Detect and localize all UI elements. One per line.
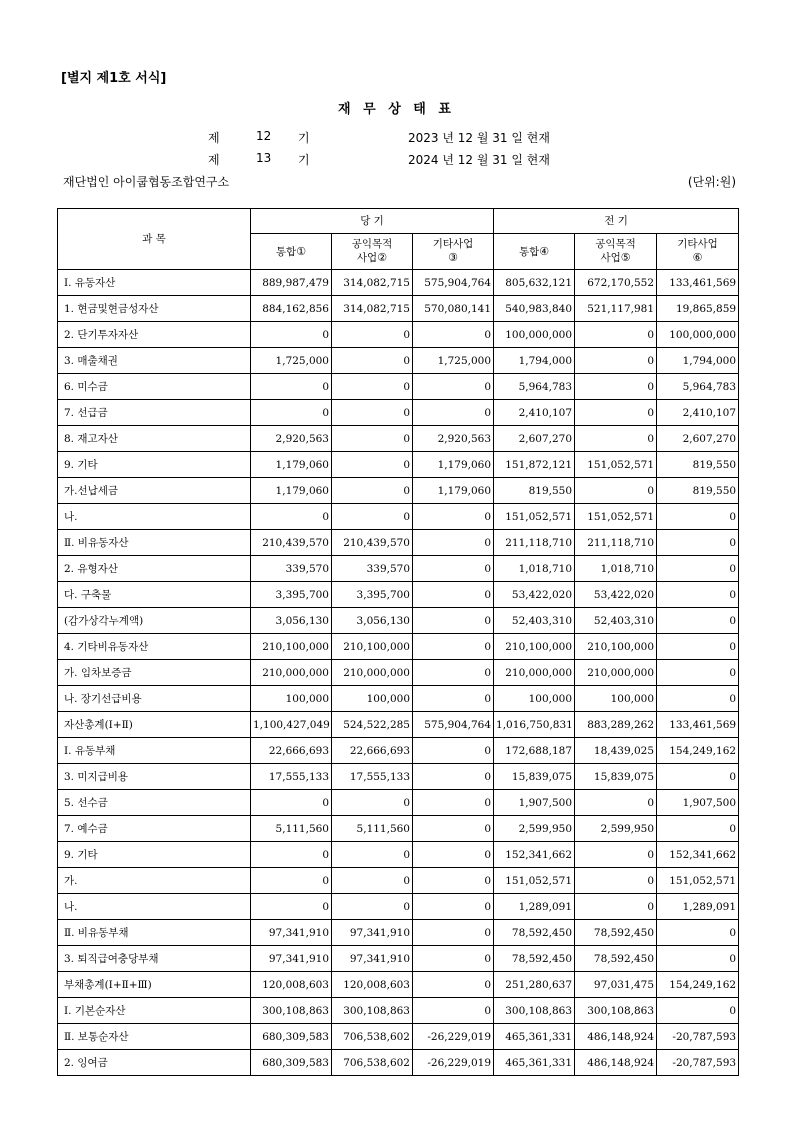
amount-cell: 0 bbox=[657, 660, 739, 686]
col-header-other-previous: 기타사업 ⑥ bbox=[657, 234, 739, 270]
amount-cell: 1,907,500 bbox=[494, 790, 575, 816]
account-name: Ⅰ. 유동부채 bbox=[58, 738, 251, 764]
amount-cell: 211,118,710 bbox=[575, 530, 657, 556]
amount-cell: 210,100,000 bbox=[332, 634, 413, 660]
amount-cell: 1,179,060 bbox=[413, 452, 494, 478]
amount-cell: 300,108,863 bbox=[332, 998, 413, 1024]
table-row bbox=[58, 712, 739, 738]
amount-cell: 210,000,000 bbox=[332, 660, 413, 686]
table-row bbox=[58, 920, 739, 946]
amount-cell: 0 bbox=[657, 816, 739, 842]
amount-cell: 1,018,710 bbox=[575, 556, 657, 582]
account-name: 3. 매출채권 bbox=[58, 348, 251, 374]
amount-cell: 53,422,020 bbox=[575, 582, 657, 608]
table-row bbox=[58, 894, 739, 920]
amount-cell: 1,100,427,049 bbox=[251, 712, 332, 738]
amount-cell: 819,550 bbox=[657, 478, 739, 504]
col-header-total-current: 통합① bbox=[251, 234, 332, 270]
amount-cell: 97,341,910 bbox=[332, 920, 413, 946]
amount-cell: 819,550 bbox=[494, 478, 575, 504]
amount-cell: -26,229,019 bbox=[413, 1050, 494, 1076]
amount-cell: 314,082,715 bbox=[332, 296, 413, 322]
period-label: 제 bbox=[208, 131, 220, 145]
amount-cell: 5,111,560 bbox=[251, 816, 332, 842]
account-name: (감가상각누계액) bbox=[58, 608, 251, 634]
table-row bbox=[58, 478, 739, 504]
table-row bbox=[58, 374, 739, 400]
amount-cell: 0 bbox=[657, 686, 739, 712]
col-header-other-current: 기타사업 ③ bbox=[413, 234, 494, 270]
table-row bbox=[58, 1050, 739, 1076]
table-row bbox=[58, 842, 739, 868]
account-name: 3. 퇴직급여충당부채 bbox=[58, 946, 251, 972]
table-row bbox=[58, 322, 739, 348]
table-row bbox=[58, 998, 739, 1024]
amount-cell: 0 bbox=[413, 738, 494, 764]
amount-cell: 18,439,025 bbox=[575, 738, 657, 764]
amount-cell: 151,052,571 bbox=[575, 452, 657, 478]
amount-cell: 5,111,560 bbox=[332, 816, 413, 842]
document-title: 재 무 상 태 표 bbox=[338, 102, 455, 117]
table-row bbox=[58, 946, 739, 972]
amount-cell: 100,000 bbox=[494, 686, 575, 712]
header-row bbox=[58, 209, 739, 234]
amount-cell: 52,403,310 bbox=[575, 608, 657, 634]
amount-cell: 0 bbox=[575, 348, 657, 374]
account-name: 9. 기타 bbox=[58, 452, 251, 478]
table-row bbox=[58, 270, 739, 296]
amount-cell: 0 bbox=[657, 556, 739, 582]
account-name: 가. bbox=[58, 868, 251, 894]
amount-cell: 0 bbox=[413, 400, 494, 426]
table-row bbox=[58, 686, 739, 712]
amount-cell: 5,964,783 bbox=[494, 374, 575, 400]
amount-cell: 5,964,783 bbox=[657, 374, 739, 400]
amount-cell: 3,056,130 bbox=[332, 608, 413, 634]
amount-cell: 0 bbox=[332, 504, 413, 530]
amount-cell: 0 bbox=[251, 894, 332, 920]
amount-cell: 97,341,910 bbox=[251, 946, 332, 972]
amount-cell: 100,000 bbox=[332, 686, 413, 712]
period-date: 2023 년 12 월 31 일 현재 bbox=[408, 131, 550, 145]
amount-cell: 300,108,863 bbox=[251, 998, 332, 1024]
amount-cell: 0 bbox=[332, 322, 413, 348]
amount-cell: 0 bbox=[413, 764, 494, 790]
amount-cell: 0 bbox=[657, 920, 739, 946]
amount-cell: 0 bbox=[657, 608, 739, 634]
amount-cell: 486,148,924 bbox=[575, 1024, 657, 1050]
amount-cell: 210,000,000 bbox=[494, 660, 575, 686]
account-name: 나. bbox=[58, 504, 251, 530]
amount-cell: 0 bbox=[332, 894, 413, 920]
amount-cell: 672,170,552 bbox=[575, 270, 657, 296]
amount-cell: 0 bbox=[575, 400, 657, 426]
amount-cell: 100,000 bbox=[575, 686, 657, 712]
amount-cell: 78,592,450 bbox=[575, 946, 657, 972]
amount-cell: 3,395,700 bbox=[251, 582, 332, 608]
account-name: 2. 단기투자자산 bbox=[58, 322, 251, 348]
amount-cell: 0 bbox=[575, 868, 657, 894]
account-name: 8. 재고자산 bbox=[58, 426, 251, 452]
amount-cell: 210,439,570 bbox=[332, 530, 413, 556]
period-suffix: 기 bbox=[298, 131, 310, 145]
amount-cell: 0 bbox=[657, 582, 739, 608]
amount-cell: 210,100,000 bbox=[575, 634, 657, 660]
organization-name: 재단법인 아이쿱협동조합연구소 bbox=[63, 175, 230, 189]
amount-cell: 0 bbox=[332, 348, 413, 374]
account-name: Ⅰ. 유동자산 bbox=[58, 270, 251, 296]
amount-cell: 1,794,000 bbox=[494, 348, 575, 374]
amount-cell: 0 bbox=[332, 478, 413, 504]
amount-cell: 0 bbox=[413, 868, 494, 894]
account-name: 2. 잉여금 bbox=[58, 1050, 251, 1076]
amount-cell: 22,666,693 bbox=[332, 738, 413, 764]
amount-cell: 1,179,060 bbox=[251, 452, 332, 478]
table-row bbox=[58, 1024, 739, 1050]
amount-cell: 0 bbox=[332, 790, 413, 816]
amount-cell: 2,920,563 bbox=[251, 426, 332, 452]
amount-cell: 2,599,950 bbox=[575, 816, 657, 842]
amount-cell: 0 bbox=[575, 322, 657, 348]
amount-cell: 22,666,693 bbox=[251, 738, 332, 764]
amount-cell: 575,904,764 bbox=[413, 270, 494, 296]
account-name: 나. 장기선급비용 bbox=[58, 686, 251, 712]
amount-cell: 78,592,450 bbox=[494, 920, 575, 946]
amount-cell: 97,341,910 bbox=[332, 946, 413, 972]
period-row bbox=[0, 129, 793, 147]
amount-cell: 883,289,262 bbox=[575, 712, 657, 738]
table-row bbox=[58, 868, 739, 894]
amount-cell: 1,289,091 bbox=[657, 894, 739, 920]
amount-cell: 339,570 bbox=[251, 556, 332, 582]
period-suffix: 기 bbox=[298, 153, 310, 167]
account-name: 4. 기타비유동자산 bbox=[58, 634, 251, 660]
table-row bbox=[58, 400, 739, 426]
amount-cell: 17,555,133 bbox=[251, 764, 332, 790]
table-row bbox=[58, 348, 739, 374]
amount-cell: 3,056,130 bbox=[251, 608, 332, 634]
amount-cell: 151,052,571 bbox=[494, 868, 575, 894]
amount-cell: 97,031,475 bbox=[575, 972, 657, 998]
table-row bbox=[58, 972, 739, 998]
amount-cell: 1,725,000 bbox=[413, 348, 494, 374]
amount-cell: 120,008,603 bbox=[332, 972, 413, 998]
table-row bbox=[58, 582, 739, 608]
amount-cell: 339,570 bbox=[332, 556, 413, 582]
amount-cell: 0 bbox=[413, 530, 494, 556]
amount-cell: 1,179,060 bbox=[251, 478, 332, 504]
amount-cell: 0 bbox=[413, 374, 494, 400]
amount-cell: 151,052,571 bbox=[494, 504, 575, 530]
amount-cell: 465,361,331 bbox=[494, 1024, 575, 1050]
amount-cell: 0 bbox=[251, 322, 332, 348]
amount-cell: 0 bbox=[413, 556, 494, 582]
account-name: 3. 미지급비용 bbox=[58, 764, 251, 790]
amount-cell: 0 bbox=[251, 400, 332, 426]
amount-cell: 0 bbox=[575, 374, 657, 400]
account-name: 6. 미수금 bbox=[58, 374, 251, 400]
subject-header: 과 목 bbox=[58, 209, 251, 270]
amount-cell: -26,229,019 bbox=[413, 1024, 494, 1050]
amount-cell: 0 bbox=[413, 894, 494, 920]
table-row bbox=[58, 764, 739, 790]
amount-cell: 0 bbox=[657, 764, 739, 790]
amount-cell: 251,280,637 bbox=[494, 972, 575, 998]
account-name: 나. bbox=[58, 894, 251, 920]
amount-cell: 151,052,571 bbox=[657, 868, 739, 894]
amount-cell: 0 bbox=[413, 790, 494, 816]
amount-cell: 0 bbox=[413, 634, 494, 660]
account-name: 5. 선수금 bbox=[58, 790, 251, 816]
period-date: 2024 년 12 월 31 일 현재 bbox=[408, 153, 550, 167]
amount-cell: 154,249,162 bbox=[657, 738, 739, 764]
amount-cell: 0 bbox=[332, 842, 413, 868]
account-name: 1. 현금및현금성자산 bbox=[58, 296, 251, 322]
amount-cell: 680,309,583 bbox=[251, 1024, 332, 1050]
amount-cell: 100,000 bbox=[251, 686, 332, 712]
amount-cell: 0 bbox=[575, 426, 657, 452]
amount-cell: 133,461,569 bbox=[657, 270, 739, 296]
amount-cell: 889,987,479 bbox=[251, 270, 332, 296]
amount-cell: 52,403,310 bbox=[494, 608, 575, 634]
table-row bbox=[58, 816, 739, 842]
amount-cell: 210,000,000 bbox=[251, 660, 332, 686]
amount-cell: 154,249,162 bbox=[657, 972, 739, 998]
amount-cell: 0 bbox=[251, 374, 332, 400]
financial-statement-table bbox=[57, 208, 739, 1076]
amount-cell: 0 bbox=[657, 504, 739, 530]
form-label: [별지 제1호 서식] bbox=[61, 71, 167, 86]
table-row bbox=[58, 452, 739, 478]
account-name: 부채총계(Ⅰ+Ⅱ+Ⅲ) bbox=[58, 972, 251, 998]
amount-cell: 97,341,910 bbox=[251, 920, 332, 946]
account-name: 자산총계(Ⅰ+Ⅱ) bbox=[58, 712, 251, 738]
table-row bbox=[58, 660, 739, 686]
unit-label: (단위:원) bbox=[687, 175, 736, 189]
period-label: 제 bbox=[208, 153, 220, 167]
amount-cell: 0 bbox=[413, 842, 494, 868]
amount-cell: 78,592,450 bbox=[575, 920, 657, 946]
amount-cell: -20,787,593 bbox=[657, 1050, 739, 1076]
amount-cell: 0 bbox=[575, 478, 657, 504]
amount-cell: 2,920,563 bbox=[413, 426, 494, 452]
table-row bbox=[58, 296, 739, 322]
col-header-total-previous: 통합④ bbox=[494, 234, 575, 270]
amount-cell: 0 bbox=[413, 686, 494, 712]
period-row bbox=[0, 151, 793, 169]
amount-cell: 300,108,863 bbox=[494, 998, 575, 1024]
amount-cell: 521,117,981 bbox=[575, 296, 657, 322]
table-row bbox=[58, 504, 739, 530]
amount-cell: 78,592,450 bbox=[494, 946, 575, 972]
amount-cell: 706,538,602 bbox=[332, 1050, 413, 1076]
amount-cell: 2,410,107 bbox=[494, 400, 575, 426]
col-header-public-current: 공익목적 사업② bbox=[332, 234, 413, 270]
amount-cell: 133,461,569 bbox=[657, 712, 739, 738]
amount-cell: 211,118,710 bbox=[494, 530, 575, 556]
amount-cell: 2,599,950 bbox=[494, 816, 575, 842]
amount-cell: 0 bbox=[413, 946, 494, 972]
amount-cell: 0 bbox=[575, 842, 657, 868]
account-name: 가.선납세금 bbox=[58, 478, 251, 504]
amount-cell: 540,983,840 bbox=[494, 296, 575, 322]
amount-cell: 1,179,060 bbox=[413, 478, 494, 504]
account-name: 7. 선급금 bbox=[58, 400, 251, 426]
amount-cell: 300,108,863 bbox=[575, 998, 657, 1024]
amount-cell: 0 bbox=[332, 400, 413, 426]
amount-cell: 805,632,121 bbox=[494, 270, 575, 296]
account-name: Ⅱ. 비유동부채 bbox=[58, 920, 251, 946]
account-name: 9. 기타 bbox=[58, 842, 251, 868]
amount-cell: 1,907,500 bbox=[657, 790, 739, 816]
amount-cell: 2,607,270 bbox=[494, 426, 575, 452]
amount-cell: 210,000,000 bbox=[575, 660, 657, 686]
amount-cell: 0 bbox=[413, 920, 494, 946]
amount-cell: 120,008,603 bbox=[251, 972, 332, 998]
amount-cell: 0 bbox=[413, 608, 494, 634]
amount-cell: 172,688,187 bbox=[494, 738, 575, 764]
table-row bbox=[58, 608, 739, 634]
amount-cell: 884,162,856 bbox=[251, 296, 332, 322]
col-header-public-previous: 공익목적 사업⑤ bbox=[575, 234, 657, 270]
amount-cell: 314,082,715 bbox=[332, 270, 413, 296]
current-period-header: 당 기 bbox=[251, 209, 494, 234]
amount-cell: 0 bbox=[413, 660, 494, 686]
amount-cell: 0 bbox=[657, 946, 739, 972]
amount-cell: 0 bbox=[251, 842, 332, 868]
table-row bbox=[58, 634, 739, 660]
previous-period-header: 전 기 bbox=[494, 209, 739, 234]
amount-cell: 53,422,020 bbox=[494, 582, 575, 608]
amount-cell: 15,839,075 bbox=[575, 764, 657, 790]
amount-cell: 0 bbox=[332, 374, 413, 400]
amount-cell: 0 bbox=[413, 582, 494, 608]
amount-cell: 100,000,000 bbox=[657, 322, 739, 348]
amount-cell: 151,052,571 bbox=[575, 504, 657, 530]
account-name: 다. 구축물 bbox=[58, 582, 251, 608]
amount-cell: 0 bbox=[657, 998, 739, 1024]
amount-cell: 570,080,141 bbox=[413, 296, 494, 322]
amount-cell: 1,018,710 bbox=[494, 556, 575, 582]
amount-cell: 486,148,924 bbox=[575, 1050, 657, 1076]
amount-cell: 0 bbox=[413, 504, 494, 530]
amount-cell: 465,361,331 bbox=[494, 1050, 575, 1076]
amount-cell: 0 bbox=[251, 790, 332, 816]
amount-cell: 210,439,570 bbox=[251, 530, 332, 556]
amount-cell: 0 bbox=[332, 452, 413, 478]
amount-cell: 0 bbox=[251, 504, 332, 530]
amount-cell: 100,000,000 bbox=[494, 322, 575, 348]
amount-cell: 819,550 bbox=[657, 452, 739, 478]
amount-cell: 2,410,107 bbox=[657, 400, 739, 426]
amount-cell: 0 bbox=[657, 530, 739, 556]
table-row bbox=[58, 738, 739, 764]
amount-cell: 17,555,133 bbox=[332, 764, 413, 790]
amount-cell: 2,607,270 bbox=[657, 426, 739, 452]
period-number: 12 bbox=[256, 129, 272, 143]
amount-cell: 0 bbox=[332, 426, 413, 452]
table-row bbox=[58, 790, 739, 816]
amount-cell: 1,289,091 bbox=[494, 894, 575, 920]
amount-cell: 152,341,662 bbox=[657, 842, 739, 868]
amount-cell: 151,872,121 bbox=[494, 452, 575, 478]
amount-cell: 1,016,750,831 bbox=[494, 712, 575, 738]
amount-cell: 0 bbox=[657, 634, 739, 660]
amount-cell: 575,904,764 bbox=[413, 712, 494, 738]
amount-cell: -20,787,593 bbox=[657, 1024, 739, 1050]
amount-cell: 0 bbox=[413, 322, 494, 348]
amount-cell: 680,309,583 bbox=[251, 1050, 332, 1076]
account-name: 7. 예수금 bbox=[58, 816, 251, 842]
amount-cell: 1,725,000 bbox=[251, 348, 332, 374]
amount-cell: 210,100,000 bbox=[494, 634, 575, 660]
amount-cell: 1,794,000 bbox=[657, 348, 739, 374]
account-name: 가. 임차보증금 bbox=[58, 660, 251, 686]
amount-cell: 0 bbox=[413, 816, 494, 842]
table-row bbox=[58, 426, 739, 452]
amount-cell: 15,839,075 bbox=[494, 764, 575, 790]
period-number: 13 bbox=[256, 151, 272, 165]
account-name: Ⅱ. 비유동자산 bbox=[58, 530, 251, 556]
account-name: Ⅱ. 보통순자산 bbox=[58, 1024, 251, 1050]
amount-cell: 0 bbox=[332, 868, 413, 894]
account-name: Ⅰ. 기본순자산 bbox=[58, 998, 251, 1024]
table-row bbox=[58, 556, 739, 582]
amount-cell: 0 bbox=[413, 998, 494, 1024]
amount-cell: 152,341,662 bbox=[494, 842, 575, 868]
amount-cell: 0 bbox=[251, 868, 332, 894]
amount-cell: 210,100,000 bbox=[251, 634, 332, 660]
amount-cell: 0 bbox=[413, 972, 494, 998]
amount-cell: 706,538,602 bbox=[332, 1024, 413, 1050]
account-name: 2. 유형자산 bbox=[58, 556, 251, 582]
amount-cell: 19,865,859 bbox=[657, 296, 739, 322]
amount-cell: 0 bbox=[575, 894, 657, 920]
table-row bbox=[58, 530, 739, 556]
amount-cell: 0 bbox=[575, 790, 657, 816]
amount-cell: 3,395,700 bbox=[332, 582, 413, 608]
amount-cell: 524,522,285 bbox=[332, 712, 413, 738]
